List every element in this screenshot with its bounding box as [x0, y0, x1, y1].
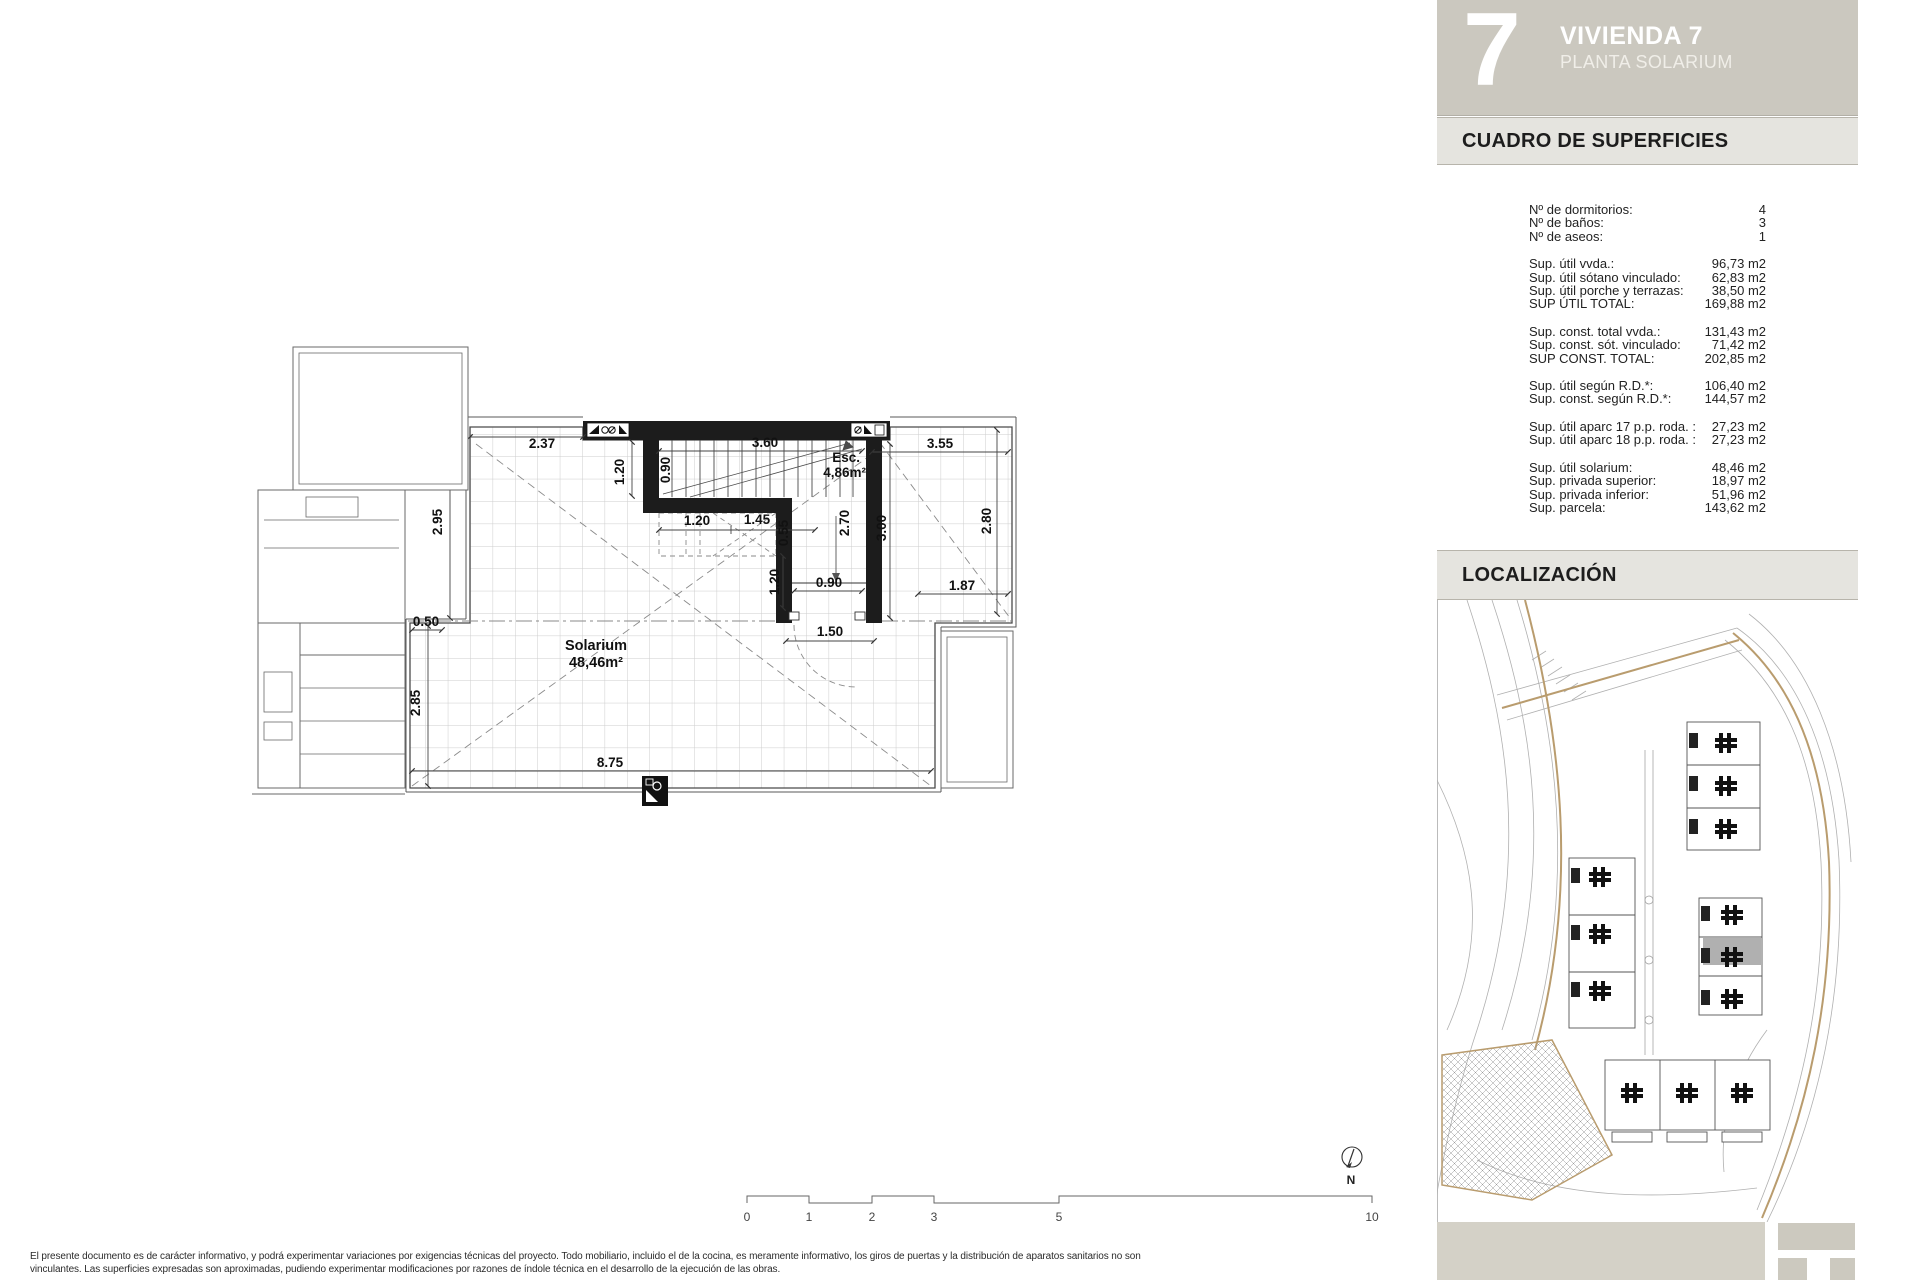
table-row: Sup. útil sótano vinculado: 62,83 m2 — [1529, 269, 1766, 285]
dim-label: 2.37 — [528, 436, 556, 451]
info-sidebar — [1437, 0, 1858, 1280]
surface-table — [1437, 165, 1858, 528]
section-title-localizacion-label: LOCALIZACIÓN — [1462, 563, 1617, 586]
dim-label: 1.45 — [743, 512, 771, 527]
dim-label: 2.80 — [979, 507, 994, 535]
dim-label: 3.55 — [926, 436, 954, 451]
dim-label: 2.95 — [430, 508, 445, 536]
room-label-solarium: Solarium — [564, 638, 628, 654]
disclaimer-line-2: vinculantes. Las superficies expresadas son aproximadas, pudiendo experimentar modificaciones por razones de índole técnica en el desarrollo de la ejecución de las obras. — [30, 1264, 781, 1275]
solarium-floor — [406, 417, 1016, 792]
sheet-title: VIVIENDA 7 — [1560, 22, 1704, 50]
table-row: Sup. útil solarium: 48,46 m2 — [1529, 459, 1766, 475]
table-row: Sup. const. sót. vinculado: 71,42 m2 — [1529, 337, 1766, 353]
dim-label: 0.90 — [815, 575, 843, 590]
table-row: Sup. útil vvda.: 96,73 m2 — [1529, 256, 1766, 272]
footer-band — [1437, 1222, 1765, 1280]
table-row: SUP CONST. TOTAL: 202,85 m2 — [1529, 350, 1766, 366]
table-row: Sup. const. según R.D.*: 144,57 m2 — [1529, 391, 1766, 407]
scale-label: 1 — [805, 1210, 813, 1224]
scale-bar — [744, 1196, 1379, 1224]
dim-label: 2.85 — [408, 689, 423, 717]
table-row: Sup. parcela: 143,62 m2 — [1529, 499, 1766, 515]
band-window-icon-right — [851, 423, 887, 437]
table-group — [1529, 325, 1766, 365]
table-row: Sup. privada inferior: 51,96 m2 — [1529, 486, 1766, 502]
site-map — [1437, 600, 1858, 1222]
north-label: N — [1346, 1173, 1356, 1187]
map-corridor — [1645, 750, 1653, 1055]
table-row: Nº de baños: 3 — [1529, 215, 1766, 231]
table-group — [1529, 461, 1766, 515]
dim-label: 1.20 — [767, 568, 782, 596]
table-row: Sup. const. total vvda.: 131,43 m2 — [1529, 323, 1766, 339]
dim-label: 0.90 — [658, 456, 673, 484]
table-row: Nº de aseos: 1 — [1529, 228, 1766, 244]
section-title-localizacion — [1437, 550, 1858, 600]
logo-block — [1778, 1258, 1807, 1280]
sheet-header — [1437, 0, 1858, 116]
table-group — [1529, 420, 1766, 447]
table-row: Nº de dormitorios: 4 — [1529, 202, 1766, 217]
table-row: Sup. útil aparc 18 p.p. roda. : 27,23 m2 — [1529, 432, 1766, 448]
disclaimer-text — [30, 1250, 1430, 1276]
dim-label: 3.00 — [874, 514, 889, 542]
room-label-solarium-area: 48,46m² — [568, 655, 624, 671]
table-group — [1529, 203, 1766, 243]
scale-label: 0 — [743, 1210, 751, 1224]
dim-label: 1.20 — [683, 513, 711, 528]
band-window-icon-left — [587, 423, 629, 437]
table-group — [1529, 257, 1766, 311]
dim-label: 1.50 — [816, 624, 844, 639]
dim-label: 8.75 — [596, 755, 624, 770]
room-label-esc-area: 4,86m² — [823, 465, 866, 480]
dim-label: 1.20 — [612, 458, 627, 486]
scale-label: 10 — [1365, 1210, 1379, 1224]
dim-label: 0.50 — [412, 614, 440, 629]
table-row: Sup. útil según R.D.*: 106,40 m2 — [1529, 378, 1766, 394]
dim-label: 3.60 — [751, 435, 779, 450]
table-row: SUP ÚTIL TOTAL: 169,88 m2 — [1529, 296, 1766, 312]
dim-label: 0.55 — [776, 519, 791, 547]
north-arrow-icon — [1342, 1147, 1362, 1187]
table-row: Sup. útil porche y terrazas: 38,50 m2 — [1529, 283, 1766, 299]
sheet-subtitle: PLANTA SOLARIUM — [1560, 52, 1733, 72]
dim-label: 1.87 — [948, 578, 976, 593]
scale-label: 5 — [1055, 1210, 1063, 1224]
room-label-esc: Esc. — [832, 450, 860, 465]
table-row: Sup. privada superior: 18,97 m2 — [1529, 473, 1766, 489]
map-hatched-area — [1442, 1040, 1612, 1200]
table-row: Sup. útil aparc 17 p.p. roda. : 27,23 m2 — [1529, 418, 1766, 434]
scale-label: 2 — [868, 1210, 876, 1224]
disclaimer-line-1: El presente documento es de carácter informativo, y podrá experimentar variaciones por exigencias técnicas del proyecto. Todo mobiliario, incluido el de la cocina, es meramente informativo, los giros de puertas y la distribución de aparatos sanitarios no son — [30, 1251, 1141, 1262]
drain-icon — [642, 776, 668, 806]
dim-label: 2.70 — [837, 509, 852, 537]
table-group — [1529, 379, 1766, 406]
section-title-superficies-label: CUADRO DE SUPERFICIES — [1462, 129, 1729, 152]
section-title-superficies — [1437, 117, 1858, 165]
scale-label: 3 — [930, 1210, 938, 1224]
dwelling-number: 7 — [1463, 0, 1521, 108]
logo-block — [1830, 1258, 1855, 1280]
logo-block — [1778, 1223, 1855, 1250]
